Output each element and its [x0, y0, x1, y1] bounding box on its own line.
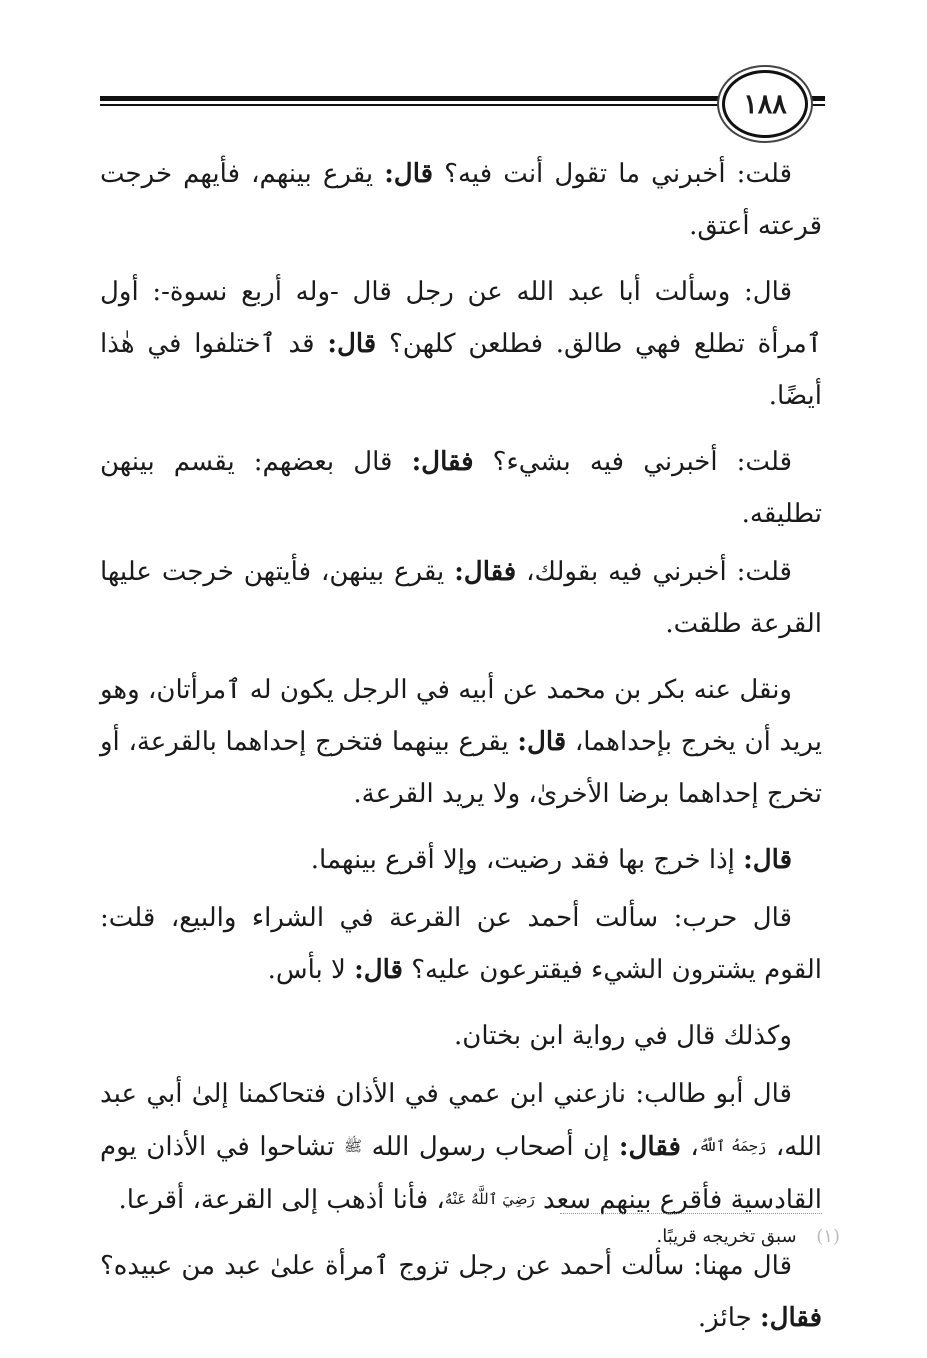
page-number: ١٨٨ [743, 88, 787, 120]
paragraph-text: وكذلك قال في رواية ابن بختان. [454, 1021, 792, 1051]
footnote-number: (١) [816, 1226, 840, 1247]
honorific-glyph: رَضِيَ ٱللَّهُ عَنْهُ [444, 1190, 535, 1208]
paragraph [100, 1068, 822, 1226]
paragraph [100, 892, 822, 996]
footnote-separator [560, 1213, 822, 1214]
page-number-badge [722, 70, 808, 138]
paragraph [100, 266, 822, 422]
paragraph [100, 664, 822, 820]
honorific-glyph: ﷺ [344, 1137, 363, 1155]
footnote-text: سبق تخريجه قريبًا. [656, 1226, 797, 1247]
honorific-glyph: رَحِمَهُ ٱللَّهُ [698, 1137, 767, 1155]
speaker-keyword: قال: [743, 845, 792, 875]
header-rule-thin [100, 104, 825, 106]
paragraph [100, 546, 822, 650]
paragraph-text: قلت: أخبرني ما تقول أنت فيه؟ [433, 159, 793, 189]
paragraph-text: يقرع بينهن، فأيتهن خرجت عليها القرعة طلقت. [100, 557, 822, 639]
speaker-keyword: فقال: [618, 1132, 681, 1162]
body-text [100, 148, 822, 1358]
speaker-keyword: فقال: [760, 1303, 822, 1333]
paragraph-text: ، [680, 1132, 699, 1162]
paragraph-text: قال: وسألت أبا عبد الله عن رجل قال -وله أربع نسوة-: أول ٱمرأة تطلع فهي طالق. فطلعن كلهن؟ [100, 277, 823, 359]
header-rule [100, 96, 825, 106]
speaker-keyword: قال: [517, 727, 567, 757]
speaker-keyword: قال: [327, 329, 377, 359]
paragraph-text: يقرع بينهم، فأيهم خرجت قرعته أعتق. [100, 159, 822, 241]
paragraph-text: قال حرب: سألت أحمد عن القرعة في الشراء والبيع، قلت: القوم يشترون الشيء فيقترعون عليه؟ [100, 903, 822, 985]
paragraph [100, 1240, 822, 1344]
paragraph-text: ، فأنا أذهب إلى القرعة، أقرعا. [118, 1185, 445, 1215]
header-rule-thick [100, 96, 825, 101]
speaker-keyword: فقال: [411, 447, 474, 477]
paragraph-text: تشاحوا في الأذان يوم القادسية فأقرع بينهم سعد [100, 1132, 822, 1215]
footnote [460, 1222, 840, 1252]
paragraph-text: قال أبو طالب: نازعني ابن عمي في الأذان فتحاكمنا إلىٰ أبي عبد الله، [100, 1079, 822, 1162]
paragraph [100, 834, 822, 886]
paragraph-text: قلت: أخبرني فيه بشيء؟ [473, 447, 793, 477]
paragraph [100, 148, 822, 252]
paragraph [100, 436, 822, 540]
paragraph-text: إن أصحاب رسول الله [362, 1132, 619, 1162]
speaker-keyword: فقال: [454, 557, 517, 587]
paragraph [100, 1010, 822, 1062]
paragraph-text: إذا خرج بها فقد رضيت، وإلا أقرع بينهما. [310, 845, 744, 875]
paragraph-text: يقرع بينهما فتخرج إحداهما بالقرعة، أو تخرج إحداهما برضا الأخرىٰ، ولا يريد القرعة. [100, 727, 822, 809]
paragraph-text: لا بأس. [267, 955, 355, 985]
paragraph-text: ونقل عنه بكر بن محمد عن أبيه في الرجل يكون له ٱمرأتان، وهو يريد أن يخرج بإحداهما، [100, 675, 822, 757]
speaker-keyword: قال: [384, 159, 434, 189]
speaker-keyword: قال: [354, 955, 403, 985]
paragraph-text: جائز. [697, 1303, 760, 1333]
paragraph-text: قال مهنا: سألت أحمد عن رجل تزوج ٱمرأة علىٰ عبد من عبيده؟ [100, 1251, 792, 1281]
paragraph-text: قلت: أخبرني فيه بقولك، [516, 557, 792, 587]
paragraph-text: قال بعضهم: يقسم بينهن تطليقه. [100, 447, 822, 529]
paragraph-text: قد ٱختلفوا في هٰذا أيضًا. [100, 329, 822, 411]
